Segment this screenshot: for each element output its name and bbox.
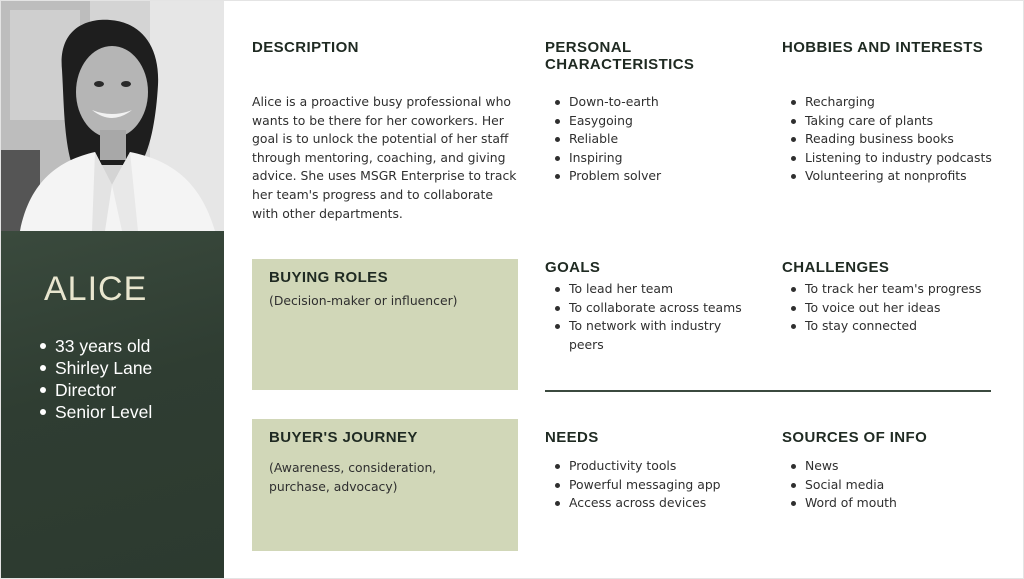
personal-characteristics-list: [554, 93, 764, 186]
list-item: Social media: [790, 476, 1000, 495]
bullet-icon: [40, 365, 46, 371]
persona-fact-text: Shirley Lane: [55, 358, 153, 378]
goals-list: [554, 280, 754, 354]
challenges-heading: CHALLENGES: [782, 259, 890, 276]
buying-roles-heading: BUYING ROLES: [269, 269, 388, 286]
persona-fact: [40, 335, 152, 357]
buying-roles-text: (Decision-maker or influencer): [269, 293, 458, 308]
bullet-icon: [40, 343, 46, 349]
list-item: To collaborate across teams: [554, 299, 754, 318]
description-text: Alice is a proactive busy professional who wants to be there for her coworkers. Her goal is to unlock the potential of her staff through mentoring, coaching, and giving advice. She uses MSGR Enterprise to track her team's progress and to collaborate with other departments.: [252, 94, 517, 221]
list-item: Powerful messaging app: [554, 476, 764, 495]
list-item: To lead her team: [554, 280, 754, 299]
list-item: Listening to industry podcasts: [790, 149, 1015, 168]
sources-list: [790, 457, 1000, 513]
persona-fact-text: Director: [55, 380, 117, 400]
list-item: News: [790, 457, 1000, 476]
goals-heading: GOALS: [545, 259, 601, 276]
persona-facts-list: [40, 335, 152, 423]
list-item: Reliable: [554, 130, 764, 149]
list-item: To track her team's progress: [790, 280, 1015, 299]
list-item: Word of mouth: [790, 494, 1000, 513]
list-item: Access across devices: [554, 494, 764, 513]
list-item: Easygoing: [554, 112, 764, 131]
persona-fact: [40, 401, 152, 423]
persona-photo: [0, 0, 224, 231]
list-item: To network with industry peers: [554, 317, 754, 354]
persona-fact: [40, 379, 152, 401]
list-item: To stay connected: [790, 317, 1015, 336]
list-item: Productivity tools: [554, 457, 764, 476]
persona-fact: [40, 357, 152, 379]
list-item: Reading business books: [790, 130, 1015, 149]
needs-heading: NEEDS: [545, 429, 599, 446]
list-item: Inspiring: [554, 149, 764, 168]
bullet-icon: [40, 409, 46, 415]
sources-heading: SOURCES OF INFO: [782, 429, 928, 446]
bullet-icon: [40, 387, 46, 393]
hobbies-heading: HOBBIES AND INTERESTS: [782, 39, 984, 56]
section-divider: [545, 390, 991, 392]
persona-name: ALICE: [44, 270, 148, 308]
buyers-journey-text: (Awareness, consideration, purchase, advocacy): [269, 460, 437, 494]
list-item: Taking care of plants: [790, 112, 1015, 131]
list-item: Recharging: [790, 93, 1015, 112]
list-item: Problem solver: [554, 167, 764, 186]
personal-characteristics-heading: PERSONAL CHARACTERISTICS: [545, 39, 695, 73]
list-item: To voice out her ideas: [790, 299, 1015, 318]
challenges-list: [790, 280, 1015, 336]
persona-fact-text: Senior Level: [55, 402, 153, 422]
persona-fact-text: 33 years old: [55, 336, 151, 356]
needs-list: [554, 457, 764, 513]
description-heading: DESCRIPTION: [252, 39, 359, 56]
list-item: Down-to-earth: [554, 93, 764, 112]
list-item: Volunteering at nonprofits: [790, 167, 1015, 186]
hobbies-list: [790, 93, 1015, 186]
buyers-journey-heading: BUYER'S JOURNEY: [269, 429, 418, 446]
